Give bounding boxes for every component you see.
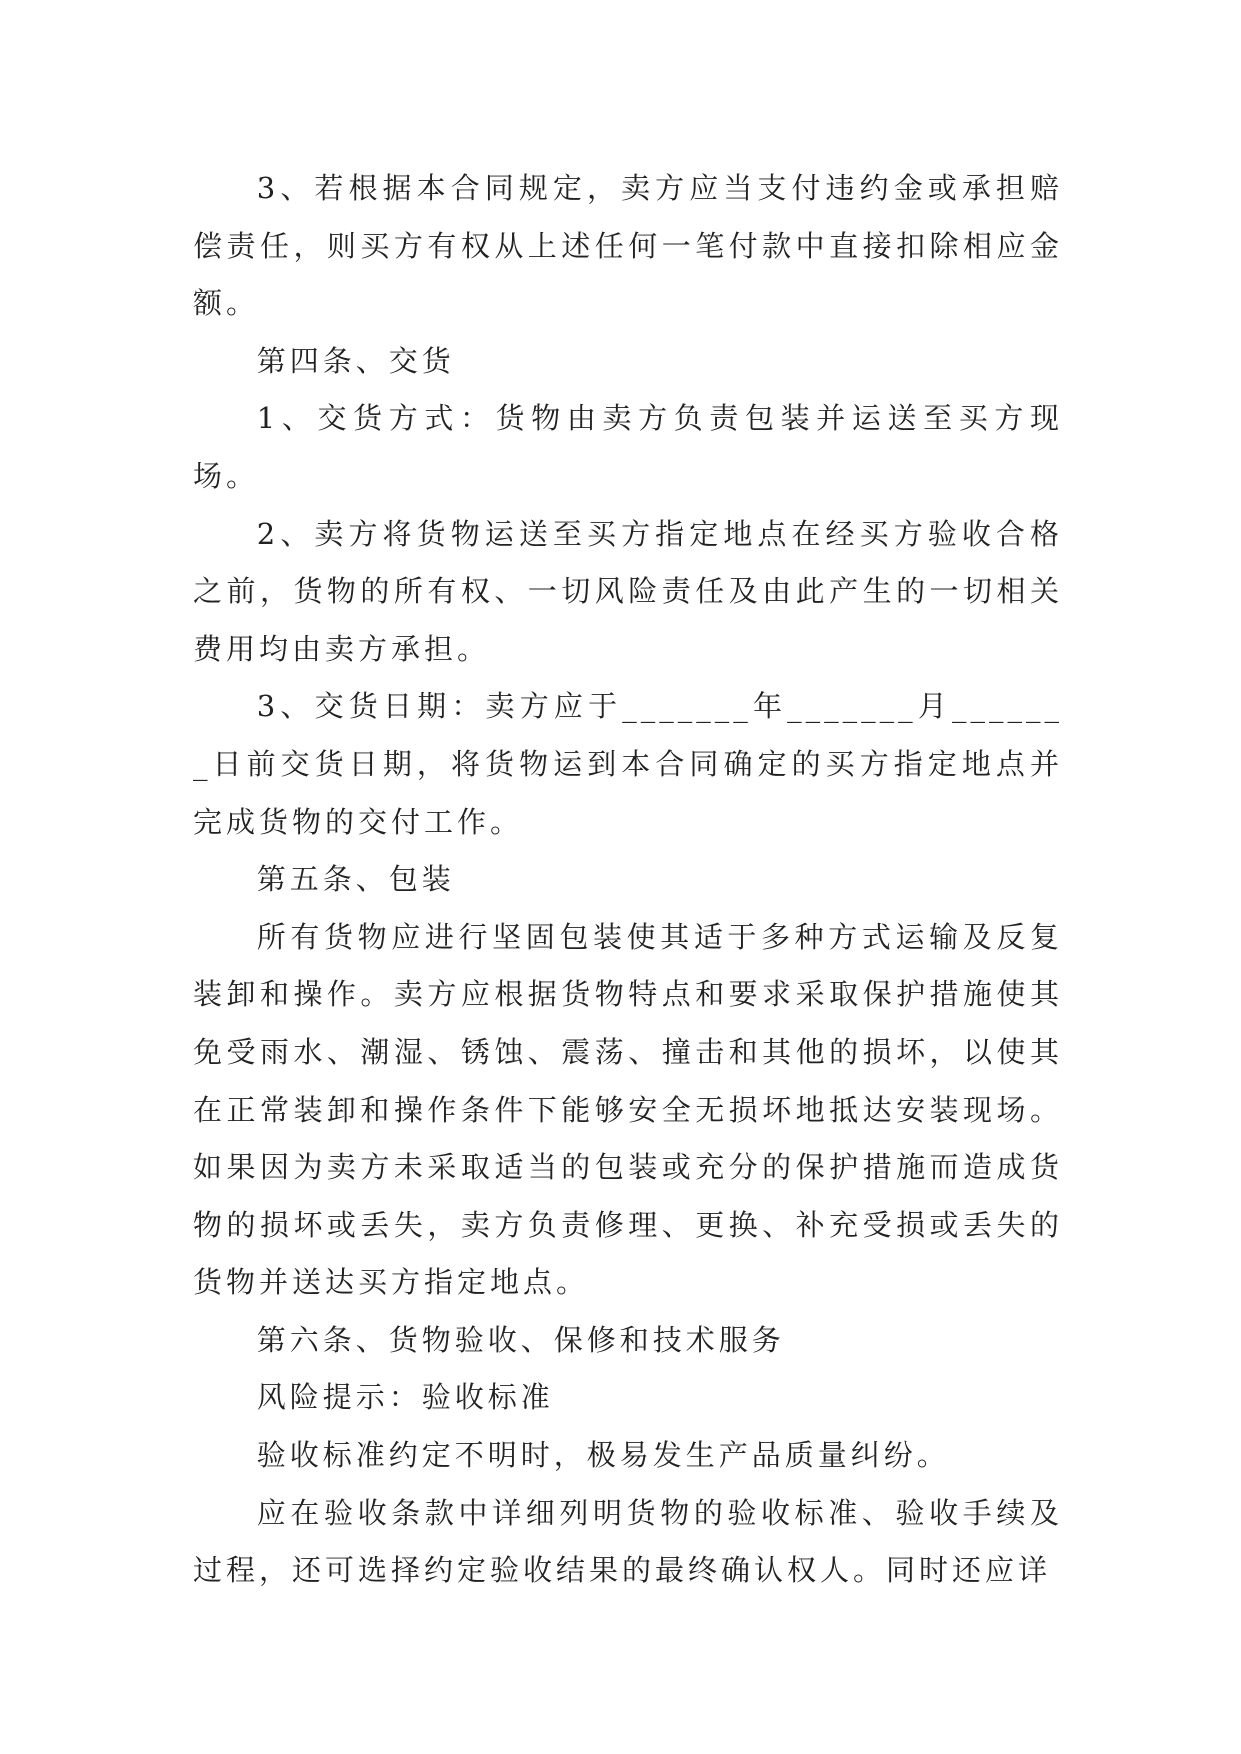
paragraph-acceptance-dispute: 验收标准约定不明时，极易发生产品质量纠纷。 [256, 1438, 950, 1473]
heading-article-6-acceptance: 第六条、货物验收、保修和技术服务 [256, 1322, 785, 1357]
heading-article-4-delivery: 第四条、交货 [256, 343, 455, 378]
paragraph-delivery-method: 1、交货方式：货物由卖方负责包装并运送至买方现场。 [193, 401, 1063, 493]
paragraph-delivery-date: 3、交货日期：卖方应于_______年_______月_______日前交货日期，将货物运到本合同确定的买方指定地点并完成货物的交付工作。 [193, 689, 1063, 839]
paragraph-delivery-risk: 2、卖方将货物运送至买方指定地点在经买方验收合格之前，货物的所有权、一切风险责任及由此产生的一切相关费用均由卖方承担。 [193, 516, 1063, 666]
paragraph-acceptance-clause: 应在验收条款中详细列明货物的验收标准、验收手续及过程，还可选择约定验收结果的最终确认权人。同时还应详 [193, 1495, 1063, 1588]
document-body [193, 160, 1063, 1600]
heading-article-5-packaging: 第五条、包装 [256, 862, 455, 897]
paragraph-packaging-requirements: 所有货物应进行坚固包装使其适于多种方式运输及反复装卸和操作。卖方应根据货物特点和要求采取保护措施使其免受雨水、潮湿、锈蚀、震荡、撞击和其他的损坏，以使其在正常装卸和操作条件下能够安全无损坏地抵达安装现场。如果因为卖方未采取适当的包装或充分的保护措施而造成货物的损坏或丢失，卖方负责修理、更换、补充受损或丢失的货物并送达买方指定地点。 [193, 919, 1063, 1300]
paragraph-penalty-deduction: 3、若根据本合同规定，卖方应当支付违约金或承担赔偿责任，则买方有权从上述任何一笔付款中直接扣除相应金额。 [193, 171, 1063, 321]
paragraph-risk-tip: 风险提示：验收标准 [256, 1380, 554, 1415]
